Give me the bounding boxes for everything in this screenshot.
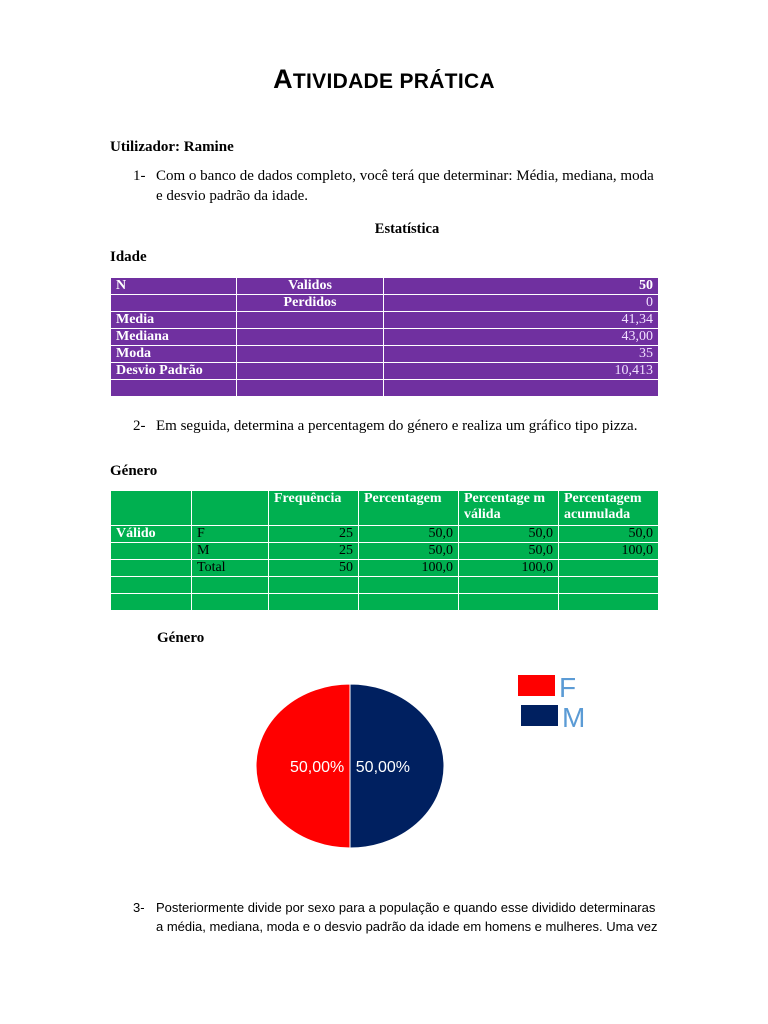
table-cell: Moda bbox=[111, 346, 237, 363]
column-header: Percentagem bbox=[359, 491, 459, 526]
table-cell: 35 bbox=[384, 346, 659, 363]
table-cell: M bbox=[192, 543, 269, 560]
legend-swatch-m bbox=[521, 705, 558, 726]
table-cell: 50,0 bbox=[459, 526, 559, 543]
table-cell: 50 bbox=[269, 560, 359, 577]
user-line: Utilizador: Ramine bbox=[110, 139, 234, 155]
table-cell: 50,0 bbox=[359, 526, 459, 543]
table-cell: Media bbox=[111, 312, 237, 329]
column-header: Percentage m válida bbox=[459, 491, 559, 526]
pie-data-label: 50,00% bbox=[289, 759, 345, 776]
chart-title: Género bbox=[157, 630, 205, 646]
table-cell: 100,0 bbox=[359, 560, 459, 577]
table-cell: 50,0 bbox=[459, 543, 559, 560]
table-cell: 10,413 bbox=[384, 363, 659, 380]
page-title: ATIVIDADE PRÁTICA bbox=[273, 64, 495, 94]
table-cell: 25 bbox=[269, 543, 359, 560]
table-cell: 43,00 bbox=[384, 329, 659, 346]
table-cell: Mediana bbox=[111, 329, 237, 346]
table-cell: Perdidos bbox=[237, 295, 384, 312]
table-cell: 0 bbox=[384, 295, 659, 312]
task-number: 3- bbox=[133, 900, 145, 915]
table-cell: Total bbox=[192, 560, 269, 577]
table-cell: 50,0 bbox=[359, 543, 459, 560]
genero-label: Género bbox=[110, 463, 158, 479]
table-cell: 100,0 bbox=[559, 543, 659, 560]
task-number: 2- bbox=[133, 418, 146, 434]
column-header: Frequência bbox=[269, 491, 359, 526]
idade-label: Idade bbox=[110, 249, 147, 265]
table-cell: 41,34 bbox=[384, 312, 659, 329]
legend-swatch-f bbox=[518, 675, 555, 696]
stats-heading: Estatística bbox=[374, 221, 440, 237]
table-cell: 25 bbox=[269, 526, 359, 543]
table-cell: F bbox=[192, 526, 269, 543]
table-cell: 50,0 bbox=[559, 526, 659, 543]
pie-data-label: 50,00% bbox=[355, 759, 411, 776]
task-text: Com o banco de dados completo, você terá que determinar: Média, mediana, moda e desvio padrão da idade. bbox=[156, 168, 654, 204]
table-cell: N bbox=[111, 278, 237, 295]
table-cell: 50 bbox=[384, 278, 659, 295]
task-number: 1- bbox=[133, 168, 146, 184]
table-cell: Validos bbox=[237, 278, 384, 295]
task-text: Posteriormente divide por sexo para a população e quando esse dividido determinaras a média, mediana, moda e o desvio padrão da idade em homens e mulheres. Uma vez bbox=[156, 900, 658, 934]
table-cell: Válido bbox=[111, 526, 192, 543]
task-text: Em seguida, determina a percentagem do género e realiza um gráfico tipo pizza. bbox=[156, 418, 638, 434]
column-header: Percentagem acumulada bbox=[559, 491, 659, 526]
table-cell: 100,0 bbox=[459, 560, 559, 577]
legend-label: M bbox=[562, 702, 586, 733]
legend-label: F bbox=[559, 672, 577, 703]
table-cell: Desvio Padrão bbox=[111, 363, 237, 380]
